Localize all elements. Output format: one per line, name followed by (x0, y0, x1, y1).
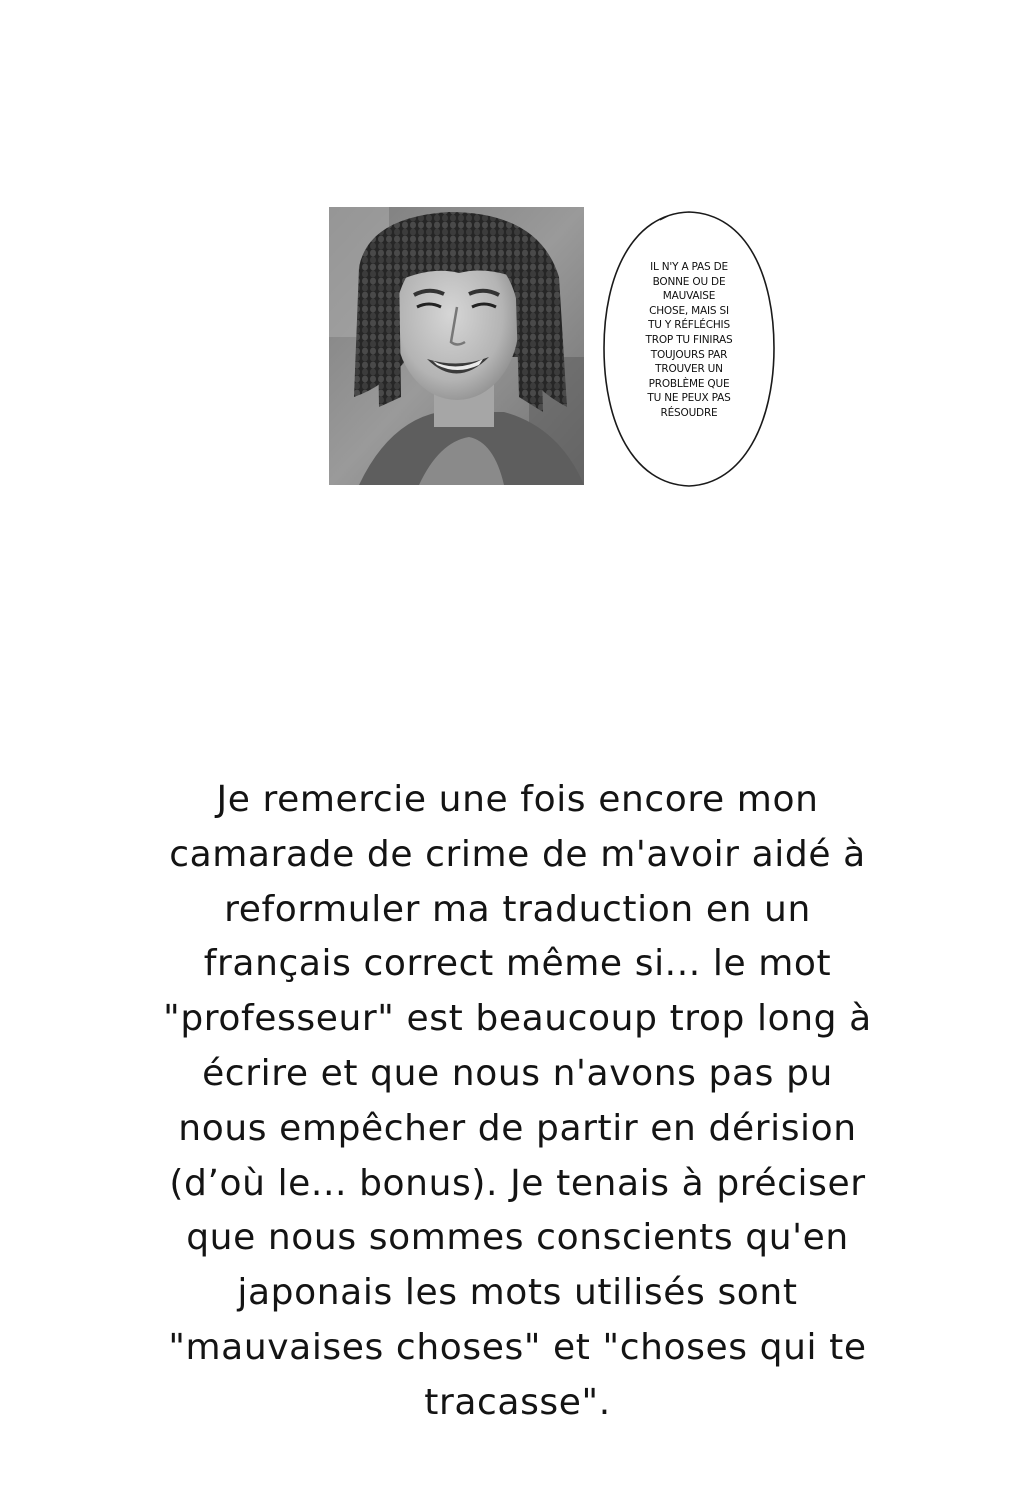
portrait-photo (329, 207, 584, 485)
bubble-text: IL N'Y A PAS DE BONNE OU DE MAUVAISE CHOSE, MAIS SI TU Y RÉFLÉCHIS TROP TU FINIRAS TOUJOURS PAR TROUVER UN PROBLÈME QUE TU NE PEUX PAS RÉSOUDRE (645, 261, 733, 419)
translator-note: Je remercie une fois encore mon camarade de crime de m'avoir aidé à reformuler ma traduction en un français correct même si... le mot "professeur" est beaucoup trop long à écrire et que nous n'avons pas pu nous empêcher de partir en dérision (d’où le... bonus). Je tenais à préciser que nous sommes conscients qu'en japonais les mots utilisés sont "mauvaises choses" et "choses qui te tracasse". (163, 779, 872, 1423)
speech-bubble (598, 208, 780, 490)
